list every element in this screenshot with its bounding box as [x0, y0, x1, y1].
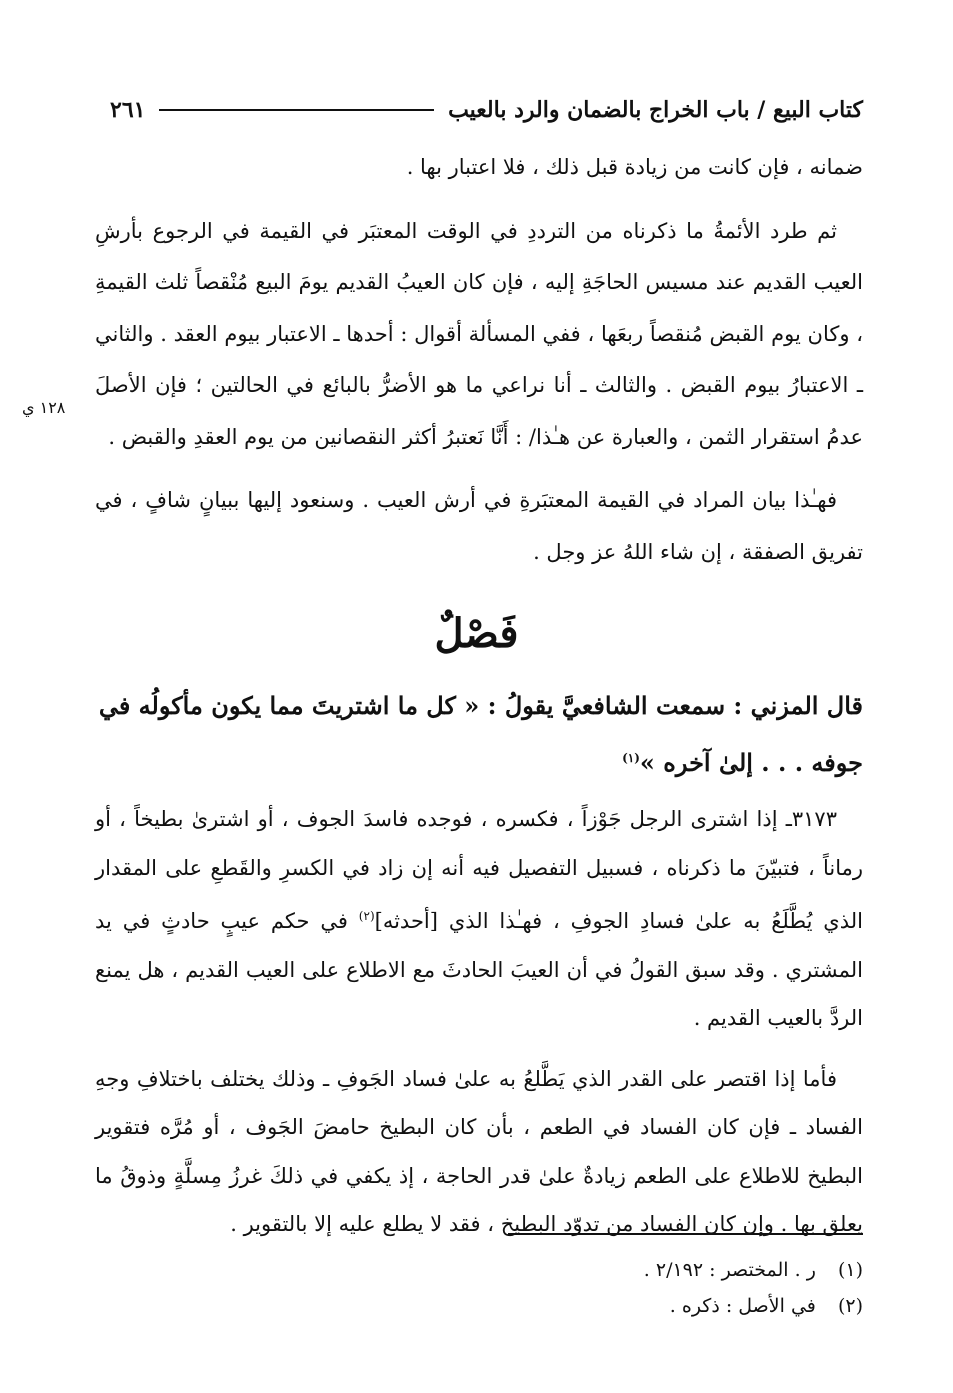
footnote-ref: (١) — [622, 751, 640, 765]
paragraph-part: في حكم عيبٍ حادثٍ في يد المشتري . وقد سبق القولُ في أن العيبَ الحادثَ مع الاطلاع على العيب القديم ، هل يمنع الردَّ بالعيب القديم . — [95, 909, 863, 1030]
paragraph: ثم طرد الأئمةُ ما ذكرناه من الترددِ في الوقت المعتبَر في القيمة في الرجوع بأرشِ العيب القديم عند مسيس الحاجَةِ إليه ، فإن كان العيبُ القديم يومَ البيع مُنْقصاً ثلث القيمةِ ، وكان يوم القبض مُنقصاً ربعَها ، ففي المسألة أقوال : أحدها ـ الاعتبار بيوم العقد . والثاني ـ الاعتبارُ بيوم القبض . والثالث ـ أنا نراعي ما هو الأضرُّ بالبائع في الحالتين ؛ فإن الأصلَ عدمُ استقرار الثمن ، والعبارة عن هـٰذا/ : أَنَّا نَعتبرُ أكثر النقصانين من يوم العقدِ والقبض . — [95, 218, 863, 449]
paragraph: ضمانه ، فإن كانت من زيادة قبل ذلك ، فلا اعتبار بها . — [406, 155, 863, 179]
footnote — [95, 1252, 863, 1288]
section-text — [95, 795, 863, 1261]
header-title: كتاب البيع / باب الخراج بالضمان والرد بالعيب — [448, 97, 863, 123]
section-heading — [95, 680, 863, 789]
section-heading-text: قال المزني : سمعت الشافعيَّ يقولُ : « كل ما اشتريتَ مما يكون مأكولُه في جوفه . . . إلىٰ آخره » — [98, 691, 863, 777]
main-text — [95, 142, 863, 590]
header-rule — [159, 109, 434, 111]
footnote — [95, 1288, 863, 1324]
footnote-number: (٢) — [837, 1295, 863, 1317]
footnote-text: في الأصل : ذكره . — [669, 1295, 816, 1317]
paragraph — [95, 795, 863, 1043]
paragraph: فأما إذا اقتصر على القدر الذي يَطَّلعُ به علىٰ فساد الجَوفِ ـ وذلك يختلف باختلافِ وجهِ الفساد ـ فإن كان الفساد في الطعم ، بأن كان البطيخ حامضَ الجَوف ، أو مُرَّه فتقوير البطيخ للاطلاع على الطعم زيادةٌ علىٰ قدر الحاجة ، إذ يكفي في ذلكَ غرزُ مِسلَّةٍ وذوقُ ما يعلق بها . وإن كان الفساد من تدوّد البطيخ ، فقد لا يطلع عليه إلا بالتقوير . — [95, 1066, 863, 1236]
footnotes — [95, 1252, 863, 1324]
paragraph-part: ٣١٧٣ـ إذا اشترى الرجل جَوْزاً ، فكسره ، فوجده فاسدَ الجوف ، أو اشترىٰ بطيخاً ، أو رماناً ، فتبيّنَ ما ذكرناه ، فسبيل التفصيل فيه أنه إن زاد في الكسرِ والقَطعِ على المقدار الذي يُطَّلَعُ به علىٰ فسادِ الجوفِ ، فهـٰذا الذي [أحدثه] — [95, 807, 863, 933]
footnote-ref: (٢) — [358, 909, 375, 923]
footnote-divider — [508, 1233, 863, 1235]
footnote-number: (١) — [837, 1259, 863, 1281]
page-number: ٢٦١ — [110, 97, 146, 123]
running-header — [110, 90, 863, 130]
section-ornament: فَصْلٌ — [434, 610, 519, 657]
paragraph: فهـٰذا بيان المراد في القيمة المعتبَرةِ في أرش العيب . وسنعود إليها ببيانٍ شافٍ ، في تفريق الصفقة ، إن شاء اللهُ عز وجل . — [95, 488, 863, 564]
margin-manuscript-note: ١٢٨ ي — [22, 398, 66, 417]
footnote-text: ر . المختصر : ٢/١٩٢ . — [643, 1259, 816, 1281]
